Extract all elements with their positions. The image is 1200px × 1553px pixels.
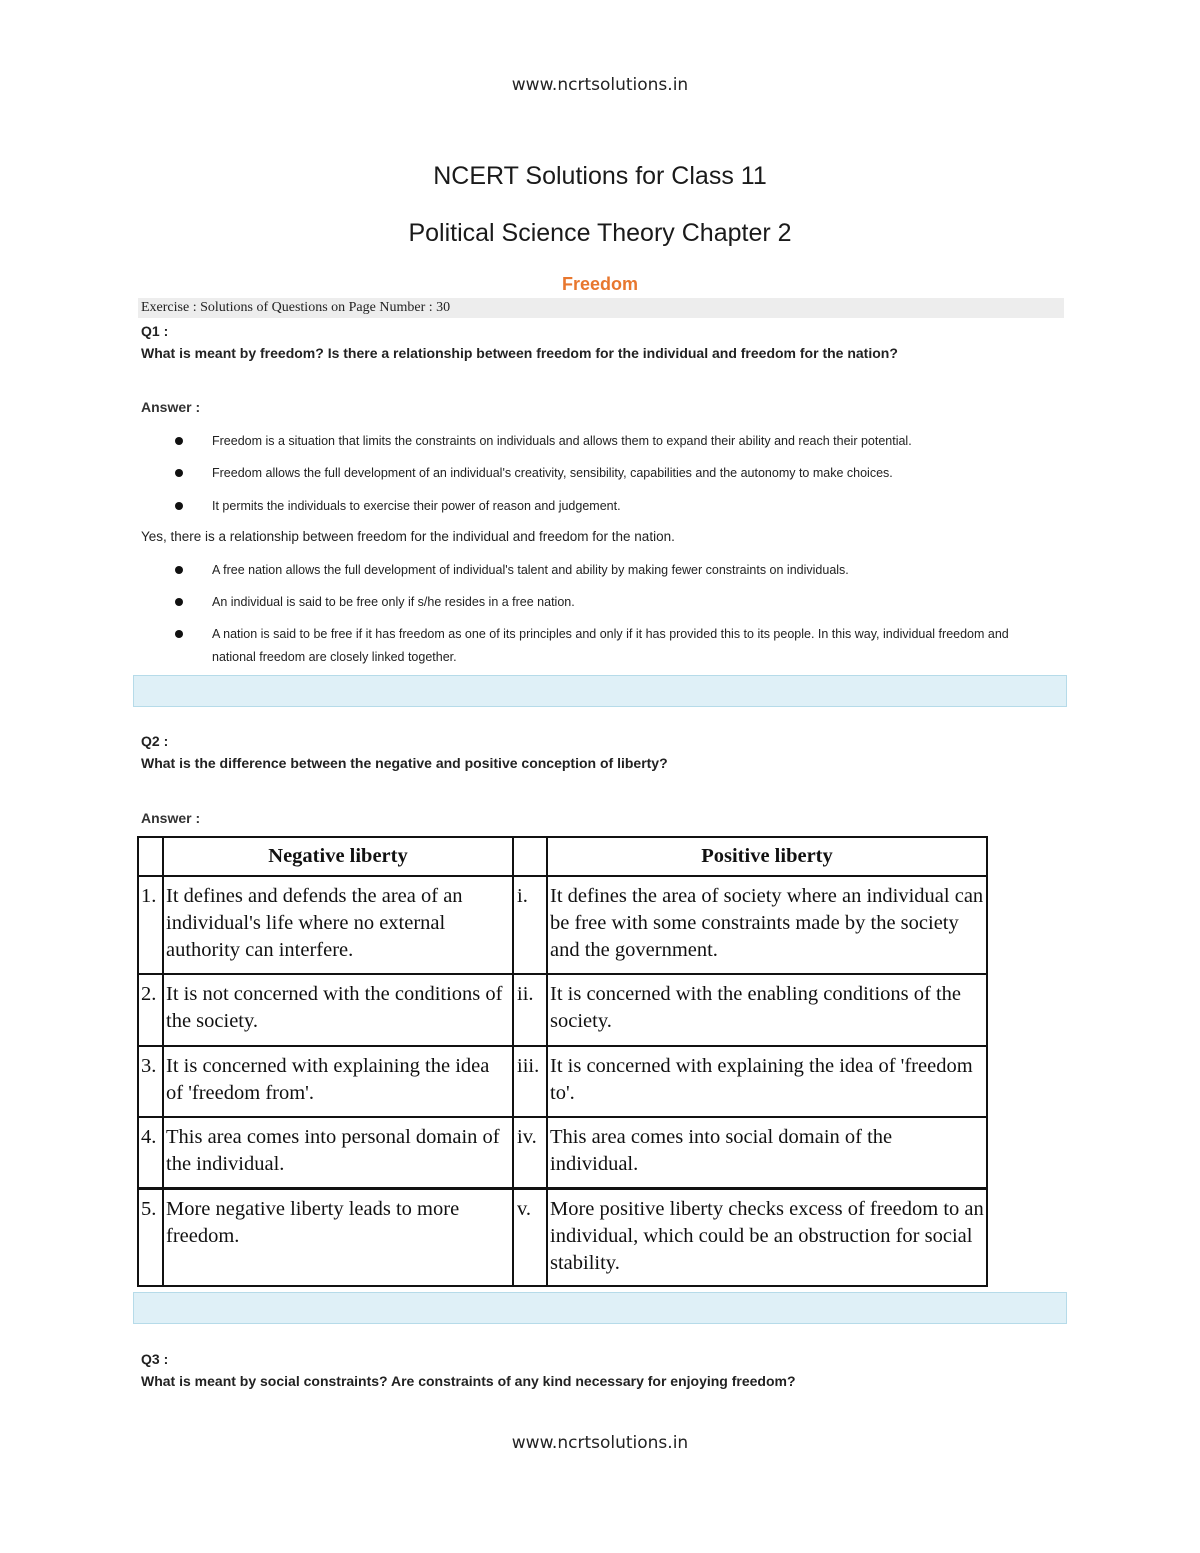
bullet-dot (175, 469, 183, 477)
table-row (138, 876, 987, 974)
table-header-row (138, 837, 987, 876)
positive-cell: This area comes into social domain of the individual. (547, 1117, 987, 1188)
positive-cell: It is concerned with explaining the idea of 'freedom to'. (547, 1046, 987, 1117)
bullet-dot (175, 566, 183, 574)
q2-label: Q2 : (141, 733, 169, 749)
bullet-dot (175, 630, 183, 638)
row-number: 4. (138, 1117, 163, 1188)
section-divider (133, 1292, 1067, 1324)
row-number: 1. (138, 876, 163, 974)
negative-cell: It defines and defends the area of an individual's life where no external authority can interfere. (163, 876, 513, 974)
row-number: 3. (138, 1046, 163, 1117)
negative-cell: It is concerned with explaining the idea of 'freedom from'. (163, 1046, 513, 1117)
chapter-title: Freedom (561, 274, 639, 294)
row-roman: iv. (513, 1117, 547, 1188)
list-item: An individual is said to be free only if s/he resides in a free nation. (212, 591, 1032, 614)
site-url-header: www.ncrtsolutions.in (511, 75, 689, 95)
bullet-dot (175, 437, 183, 445)
q2-answer-label: Answer : (141, 810, 201, 826)
row-number: 2. (138, 974, 163, 1046)
table-row (138, 1117, 987, 1188)
negative-cell: It is not concerned with the conditions of the society. (163, 974, 513, 1046)
q3-question: What is meant by social constraints? Are constraints of any kind necessary for enjoying freedom? (141, 1373, 796, 1389)
q3-label: Q3 : (141, 1351, 169, 1367)
table-row (138, 974, 987, 1046)
list-item: A free nation allows the full development of individual's talent and ability by making fewer constraints on individuals. (212, 559, 1032, 582)
liberty-comparison-table (137, 836, 988, 1287)
q2-question: What is the difference between the negative and positive conception of liberty? (141, 755, 668, 771)
header-positive-liberty: Positive liberty (547, 837, 987, 876)
header-negative-liberty: Negative liberty (163, 837, 513, 876)
bullet-dot (175, 598, 183, 606)
q1-paragraph: Yes, there is a relationship between freedom for the individual and freedom for the nation. (141, 529, 675, 544)
q1-answer-label: Answer : (141, 399, 201, 415)
positive-cell: More positive liberty checks excess of freedom to an individual, which could be an obstruction for social stability. (547, 1188, 987, 1286)
page-title: NCERT Solutions for Class 11 (433, 162, 767, 190)
list-item: It permits the individuals to exercise their power of reason and judgement. (212, 495, 1032, 518)
row-roman: v. (513, 1188, 547, 1286)
page-subtitle: Political Science Theory Chapter 2 (408, 219, 792, 247)
bullet-dot (175, 502, 183, 510)
section-divider (133, 675, 1067, 707)
header-empty-cell (138, 837, 163, 876)
header-empty-cell (513, 837, 547, 876)
site-url-footer: www.ncrtsolutions.in (511, 1433, 689, 1453)
list-item: Freedom is a situation that limits the constraints on individuals and allows them to expand their ability and reach their potential. (212, 430, 1032, 453)
row-roman: i. (513, 876, 547, 974)
table-row (138, 1188, 987, 1286)
positive-cell: It is concerned with the enabling conditions of the society. (547, 974, 987, 1046)
table-row (138, 1046, 987, 1117)
q1-label: Q1 : (141, 323, 169, 339)
row-number: 5. (138, 1188, 163, 1286)
positive-cell: It defines the area of society where an individual can be free with some constraints made by the society and the government. (547, 876, 987, 974)
q1-question: What is meant by freedom? Is there a relationship between freedom for the individual and freedom for the nation? (141, 345, 898, 361)
row-roman: ii. (513, 974, 547, 1046)
row-roman: iii. (513, 1046, 547, 1117)
list-item: Freedom allows the full development of an individual's creativity, sensibility, capabilities and the autonomy to make choices. (212, 462, 1032, 485)
negative-cell: More negative liberty leads to more freedom. (163, 1188, 513, 1286)
list-item: A nation is said to be free if it has freedom as one of its principles and only if it has provided this to its people. In this way, individual freedom and national freedom are closely linked together. (212, 623, 1032, 669)
exercise-bar: Exercise : Solutions of Questions on Page Number : 30 (138, 298, 1064, 318)
negative-cell: This area comes into personal domain of the individual. (163, 1117, 513, 1188)
